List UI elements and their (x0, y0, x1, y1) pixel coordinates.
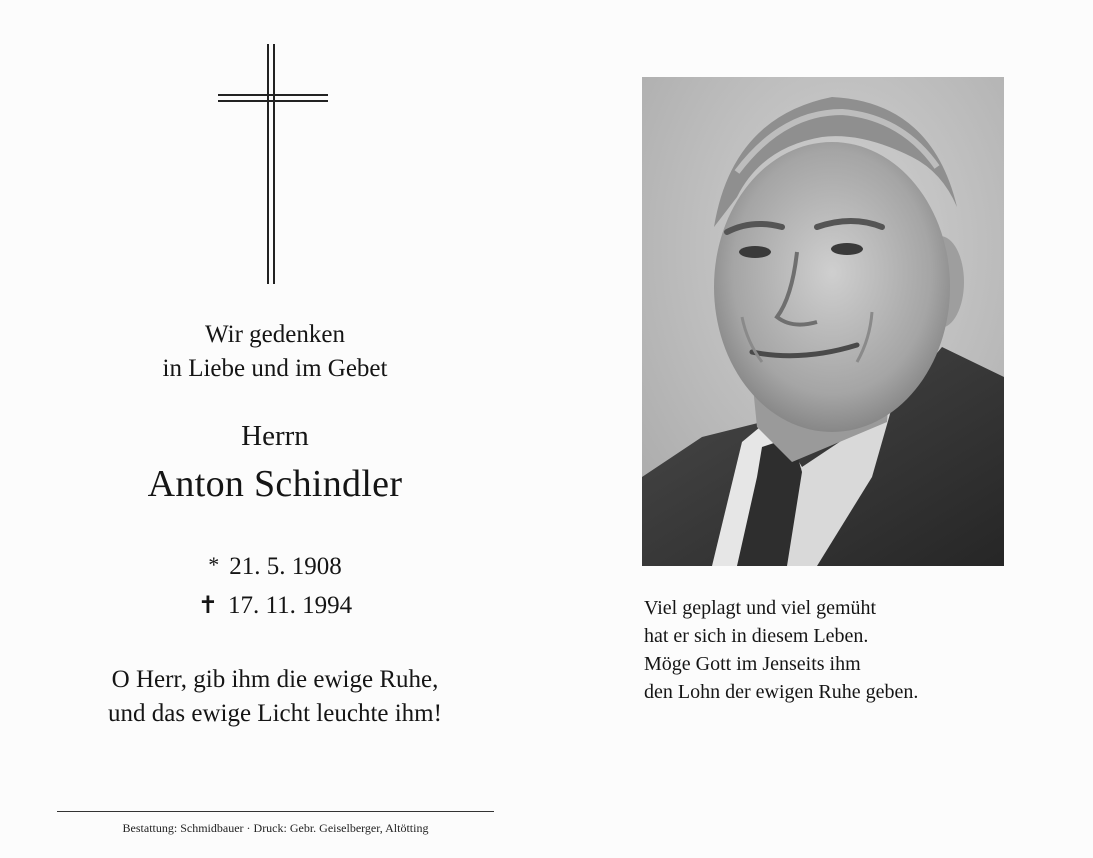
cross-icon (200, 40, 340, 290)
portrait-photo (642, 77, 1004, 566)
death-cross-icon: ✝ (197, 591, 219, 619)
memorial-poem (644, 594, 1064, 706)
birth-row (40, 546, 510, 586)
birth-date: 21. 5. 1908 (229, 553, 342, 580)
poem-line-4: den Lohn der ewigen Ruhe geben. (644, 681, 919, 703)
footer-divider (57, 811, 494, 812)
birth-star-icon: * (208, 552, 220, 577)
intro-text (40, 318, 510, 386)
death-date: 17. 11. 1994 (228, 592, 353, 619)
intro-line-2: in Liebe und im Gebet (162, 355, 388, 382)
prayer-text (40, 663, 510, 731)
death-row (40, 586, 510, 625)
prayer-line-1: O Herr, gib ihm die ewige Ruhe, (111, 666, 439, 693)
life-dates (40, 546, 510, 625)
poem-line-3: Möge Gott im Jenseits ihm (644, 653, 861, 675)
portrait-illustration (642, 77, 1004, 566)
prayer-line-2: und das ewige Licht leuchte ihm! (108, 700, 442, 727)
footer-credits: Bestattung: Schmidbauer · Druck: Gebr. Geiselberger, Altötting (122, 821, 429, 835)
poem-line-2: hat er sich in diesem Leben. (644, 625, 869, 647)
intro-line-1: Wir gedenken (205, 321, 345, 348)
deceased-name: Anton Schindler (147, 463, 403, 505)
poem-line-1: Viel geplagt und viel gemüht (644, 597, 877, 619)
salutation: Herrn (241, 420, 309, 452)
